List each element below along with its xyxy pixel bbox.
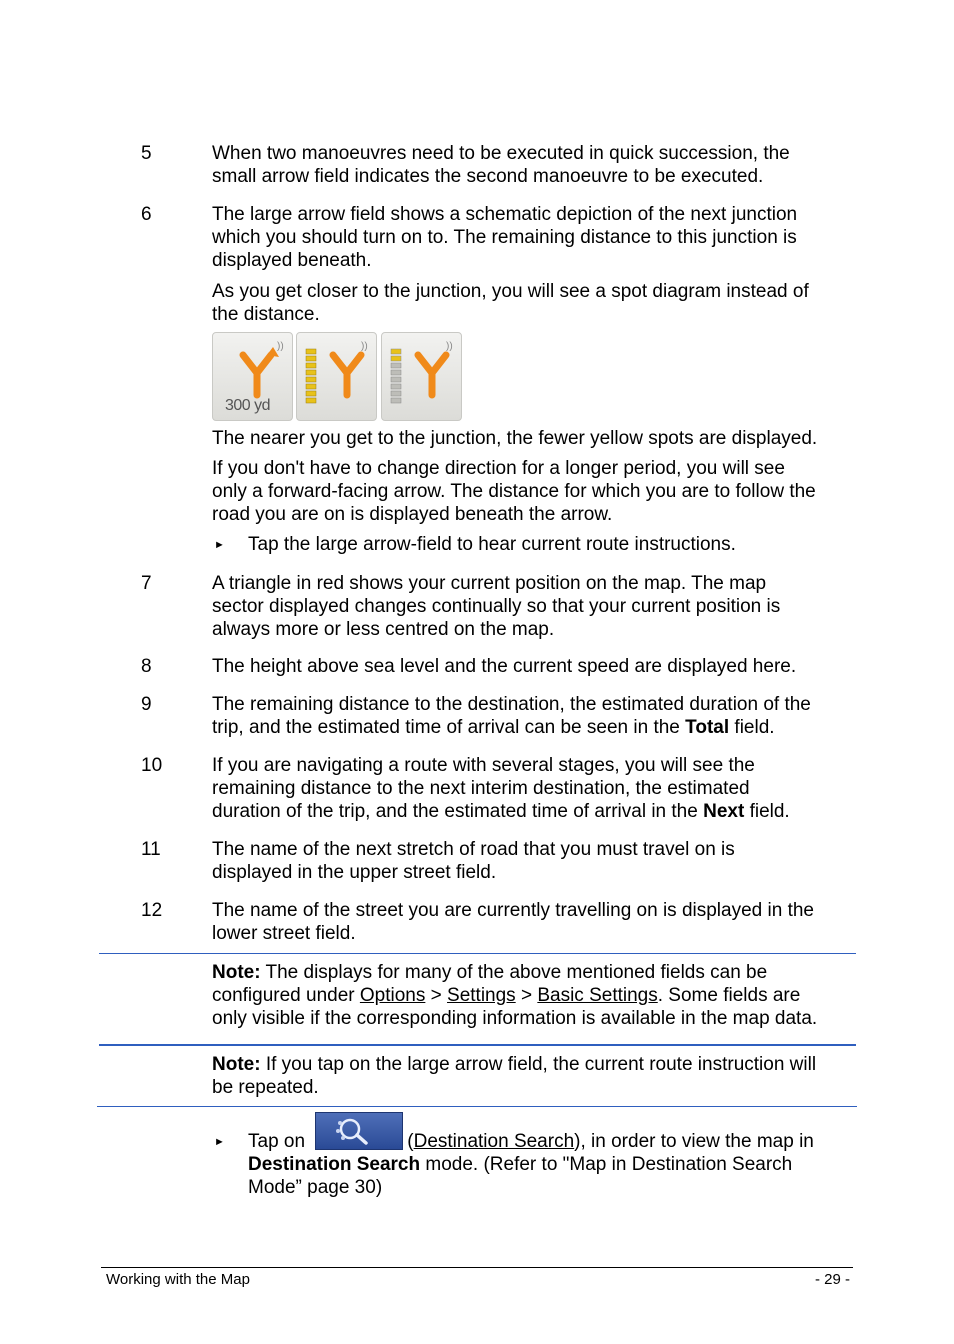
text-span: > [425,985,448,1006]
bullet-text [402,1130,814,1153]
item-number: 5 [141,143,152,164]
bullet-text: Tap on [248,1131,306,1152]
item-text [212,457,857,526]
text-line: lower street field. [212,923,356,944]
text-line: displayed in the upper street field. [212,862,497,883]
text-line: A triangle in red shows your current position on the map. The map [212,573,767,594]
text-line: be repeated. [212,1077,319,1098]
text-span: ), in order to view the map in [574,1131,814,1152]
text-line [212,716,857,739]
text-span: > [515,985,538,1006]
text-line: If you are navigating a route with several stages, you will see the [212,755,755,776]
text-line: remaining distance to the next interim destination, the estimated [212,778,750,799]
footer-divider [101,1267,853,1268]
svg-text:)): )) [446,341,453,352]
field-name-next: Next [703,801,745,822]
arrow-field-distance-image [212,332,293,421]
text-line: The name of the street you are currently travelling on is displayed in the [212,900,814,921]
item-number: 9 [141,694,152,715]
item-text [212,142,857,188]
text-span: duration of the trip, and the estimated time of arrival in the [212,801,704,822]
text-line: always more or less centred on the map. [212,619,555,640]
item-text [212,693,857,739]
item-number: 11 [141,839,161,860]
text-line: The large arrow field shows a schematic depiction of the next junction [212,204,798,225]
svg-text:)): )) [277,341,284,352]
text-span: field. [729,717,775,738]
text-line: small arrow field indicates the second manoeuvre to be executed. [212,166,764,187]
text-span: ( [402,1131,414,1152]
text-line [248,1153,858,1176]
item-text [212,754,857,823]
text-span: . Some fields are [657,985,801,1006]
note-divider [99,953,856,954]
text-line: which you should turn on to. The remaining distance to this junction is [212,227,797,248]
item-number: 7 [141,573,152,594]
note-label: Note: [212,1054,261,1075]
magnifier-icon [316,1113,402,1149]
bullet-text: Tap the large arrow-field to hear current route instructions. [248,534,736,555]
text-line [212,961,857,984]
item-text [212,572,857,641]
distance-label: 300 yd [225,397,271,414]
item-number: 6 [141,204,152,225]
text-line [212,800,857,823]
note-divider [97,1106,857,1107]
destination-search-button-image[interactable] [315,1112,403,1150]
item-number: 10 [141,755,163,776]
settings-link[interactable]: Settings [447,985,516,1006]
text-line: road you are on is displayed beneath the arrow. [212,504,613,525]
item-text [212,899,857,945]
text-line: the distance. [212,304,320,325]
text-span: field. [744,801,790,822]
spot-diagram-full [297,333,376,420]
item-text [212,203,857,272]
text-line: displayed beneath. [212,250,372,271]
text-line: only a forward-facing arrow. The distance for which you are to follow the [212,481,816,502]
text-line: The remaining distance to the destination, the estimated duration of the [212,694,811,715]
text-line [212,984,857,1007]
spot-diagram-partial [382,333,461,420]
destination-search-link[interactable]: Destination Search [413,1131,575,1152]
note-label: Note: [212,962,261,983]
note-box [212,1053,857,1099]
item-text [212,838,857,884]
text-line: only visible if the corresponding information is available in the map data. [212,1008,818,1029]
item-text: The nearer you get to the junction, the fewer yellow spots are displayed. [212,428,818,449]
text-span: mode. (Refer to "Map in Destination Search [420,1154,793,1175]
text-line: If you don't have to change direction for a longer period, you will see [212,458,785,479]
text-span: If you tap on the large arrow field, the current route instruction will [260,1054,817,1075]
item-text: The height above sea level and the current speed are displayed here. [212,656,797,677]
text-line: The name of the next stretch of road that you must travel on is [212,839,735,860]
arrow-field-spots-partial-image [381,332,462,421]
arrow-field-spots-full-image [296,332,377,421]
item-number: 8 [141,656,152,677]
text-line: When two manoeuvres need to be executed in quick succession, the [212,143,790,164]
text-line [212,1053,857,1076]
bullet-text [248,1153,858,1199]
field-name-total: Total [685,717,730,738]
text-line: sector displayed changes continually so that your current position is [212,596,781,617]
bullet-triangle-icon: ► [214,539,225,551]
mode-name: Destination Search [248,1154,421,1175]
text-line: As you get closer to the junction, you will see a spot diagram instead of [212,281,809,302]
page-number: - 29 - [814,1271,850,1288]
text-span: trip, and the estimated time of arrival can be seen in the [212,717,686,738]
note-divider [99,1044,856,1046]
note-box [212,961,857,1030]
basic-settings-link[interactable]: Basic Settings [537,985,658,1006]
footer-section-title: Working with the Map [106,1271,250,1288]
item-text [212,280,857,326]
bullet-triangle-icon: ► [214,1136,225,1148]
svg-text:)): )) [361,341,368,352]
options-link[interactable]: Options [359,985,426,1006]
text-span: configured under [212,985,360,1006]
text-line: Mode” page 30) [248,1177,383,1198]
text-span: The displays for many of the above mentioned fields can be [260,962,768,983]
item-number: 12 [141,900,163,921]
